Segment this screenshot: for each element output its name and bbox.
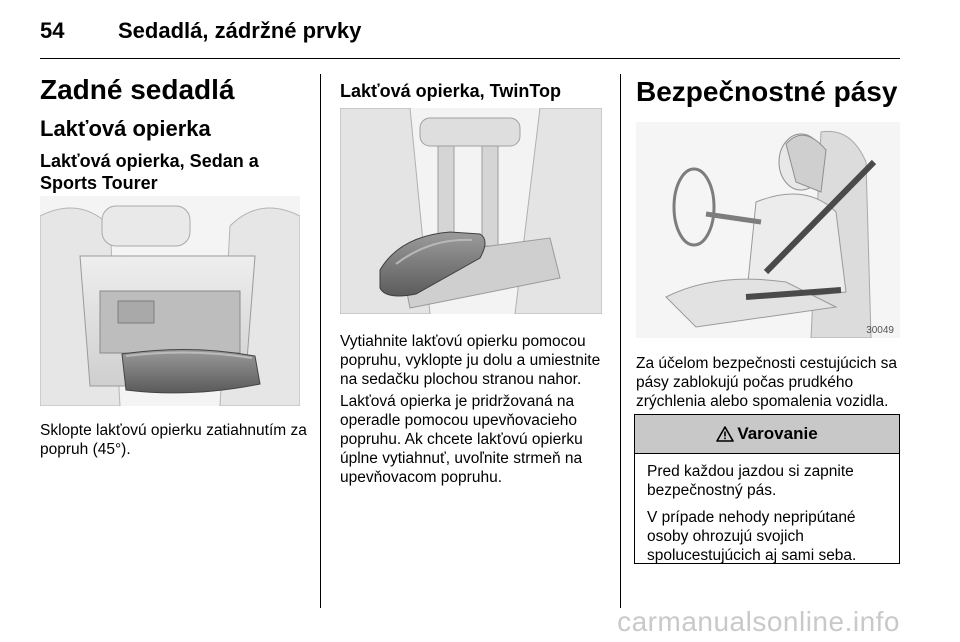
warning-paragraph-2: V prípade nehody nepripútané osoby ohrozujú svojich spolucestujúcich aj sami seba.	[647, 509, 857, 564]
figure-armrest-sedan	[40, 196, 300, 406]
warning-title: Varovanie	[737, 424, 818, 443]
text-twintop-paragraph-1: Vytiahnite lakťovú opierku pomocou popruhu, vyklopte ju dolu a umiestnite na sedačku plochou stranou nahor.	[340, 333, 601, 388]
figure-armrest-twintop	[340, 108, 602, 314]
seat-belt-illustration	[636, 122, 900, 338]
subsection-title-armrest: Lakťová opierka	[40, 116, 211, 141]
page-number: 54	[40, 18, 65, 43]
section-title-seat-belts: Bezpečnostné pásy	[636, 76, 898, 107]
column-divider-2	[620, 74, 621, 608]
heading-armrest-sedan: Lakťová opierka, Sedan a Sports Tourer	[40, 151, 259, 193]
header-divider	[40, 58, 900, 59]
armrest-sedan-illustration	[40, 196, 300, 406]
armrest-twintop-illustration	[340, 108, 602, 314]
watermark: carmanualsonline.info	[617, 606, 900, 637]
warning-triangle-icon	[716, 426, 734, 442]
warning-body	[635, 454, 899, 565]
column-divider-1	[320, 74, 321, 608]
figure-seat-belt	[636, 122, 900, 338]
warning-header	[635, 415, 899, 454]
heading-armrest-twintop: Lakťová opierka, TwinTop	[340, 81, 561, 101]
text-armrest-sedan: Sklopte lakťovú opierku zatiahnutím za popruh (45°).	[40, 422, 307, 458]
warning-paragraph-1: Pred každou jazdou si zapnite bezpečnostný pás.	[647, 463, 854, 499]
figure-code: 30049	[866, 325, 894, 336]
text-seat-belts: Za účelom bezpečnosti cestujúcich sa pásy zablokujú počas prudkého zrýchlenia alebo spomalenia vozidla.	[636, 355, 898, 410]
text-twintop-paragraph-2: Lakťová opierka je pridržovaná na operadle pomocou upevňovacieho popruhu. Ak chcete lakťovú opierku úplne vytiahnuť, uvoľnite strmeň na upevňovacom popruhu.	[340, 393, 583, 486]
warning-box	[634, 414, 900, 564]
section-title-rear-seats: Zadné sedadlá	[40, 74, 235, 105]
page-header-title: Sedadlá, zádržné prvky	[118, 18, 362, 43]
